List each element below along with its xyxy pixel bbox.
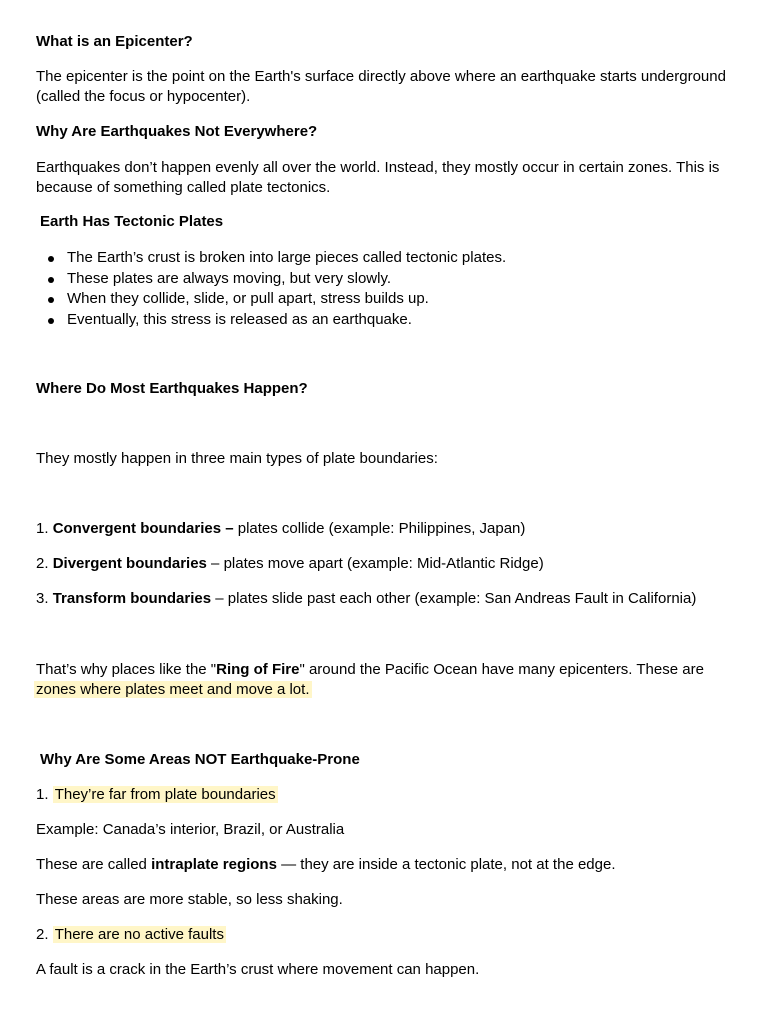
list-item-text: Eventually, this stress is released as an earthquake. bbox=[67, 311, 412, 329]
reason-number: 2. bbox=[36, 926, 49, 943]
reason-number: 1. bbox=[36, 786, 49, 803]
boundary-item-convergent bbox=[36, 519, 736, 539]
boundary-name: Transform boundaries bbox=[52, 590, 212, 607]
boundary-description: – plates slide past each other (example: San Andreas Fault in California) bbox=[211, 590, 697, 607]
boundary-item-divergent bbox=[36, 554, 736, 574]
list-item bbox=[36, 248, 736, 269]
highlighted-text: zones where plates meet and move a lot. bbox=[36, 681, 310, 698]
heading-what-is-epicenter: What is an Epicenter? bbox=[36, 33, 193, 50]
paragraph-not-everywhere: Earthquakes don’t happen evenly all over the world. Instead, they mostly occur in certain zones. This is because of something called plate tectonics. bbox=[36, 159, 720, 196]
boundary-item-transform bbox=[36, 589, 736, 609]
paragraph-boundaries-intro: They mostly happen in three main types of plate boundaries: bbox=[36, 450, 438, 467]
bullet-icon bbox=[48, 318, 54, 324]
boundary-number: 1. bbox=[36, 520, 49, 537]
heading-not-prone: Why Are Some Areas NOT Earthquake-Prone bbox=[40, 751, 360, 768]
intraplate-text-post: — they are inside a tectonic plate, not at the edge. bbox=[276, 856, 616, 873]
ring-text-post: " around the Pacific Ocean have many epicenters. These are bbox=[299, 661, 704, 678]
paragraph-stable-areas: These areas are more stable, so less shaking. bbox=[36, 891, 343, 908]
boundary-number: 2. bbox=[36, 555, 49, 572]
ring-text-pre: That’s why places like the " bbox=[36, 661, 217, 678]
bullet-icon bbox=[48, 277, 54, 283]
list-item bbox=[36, 289, 736, 310]
ring-of-fire-term: Ring of Fire bbox=[216, 661, 300, 678]
bullet-icon bbox=[48, 256, 54, 262]
list-item bbox=[36, 269, 736, 290]
tectonic-plates-list bbox=[36, 248, 736, 331]
paragraph-ring-of-fire bbox=[36, 660, 736, 700]
highlighted-text: There are no active faults bbox=[54, 926, 224, 943]
heading-not-everywhere: Why Are Earthquakes Not Everywhere? bbox=[36, 123, 318, 140]
list-item bbox=[36, 310, 736, 331]
reason-item-far-from-boundaries bbox=[36, 785, 736, 805]
paragraph-fault-definition: A fault is a crack in the Earth’s crust where movement can happen. bbox=[36, 961, 480, 978]
paragraph-example-regions: Example: Canada’s interior, Brazil, or Australia bbox=[36, 821, 345, 838]
boundary-name: Convergent boundaries – bbox=[52, 520, 234, 537]
highlighted-text: They’re far from plate boundaries bbox=[54, 786, 276, 803]
list-item-text: The Earth’s crust is broken into large pieces called tectonic plates. bbox=[67, 249, 507, 266]
reason-item-no-active-faults bbox=[36, 925, 736, 945]
paragraph-epicenter-definition: The epicenter is the point on the Earth's surface directly above where an earthquake starts underground (called the focus or hypocenter). bbox=[36, 68, 726, 105]
boundary-number: 3. bbox=[36, 590, 49, 607]
boundary-name: Divergent boundaries bbox=[52, 555, 207, 572]
list-item-text: These plates are always moving, but very slowly. bbox=[67, 269, 392, 287]
paragraph-intraplate bbox=[36, 855, 736, 875]
intraplate-term: intraplate regions bbox=[151, 856, 277, 873]
heading-where-earthquakes: Where Do Most Earthquakes Happen? bbox=[36, 380, 308, 397]
heading-tectonic-plates: Earth Has Tectonic Plates bbox=[40, 213, 224, 230]
intraplate-text-pre: These are called bbox=[36, 856, 152, 873]
boundary-description: plates collide (example: Philippines, Japan) bbox=[233, 520, 526, 537]
boundary-description: – plates move apart (example: Mid-Atlantic Ridge) bbox=[206, 555, 544, 572]
list-item-text: When they collide, slide, or pull apart, stress builds up. bbox=[67, 290, 429, 308]
bullet-icon bbox=[48, 297, 54, 303]
